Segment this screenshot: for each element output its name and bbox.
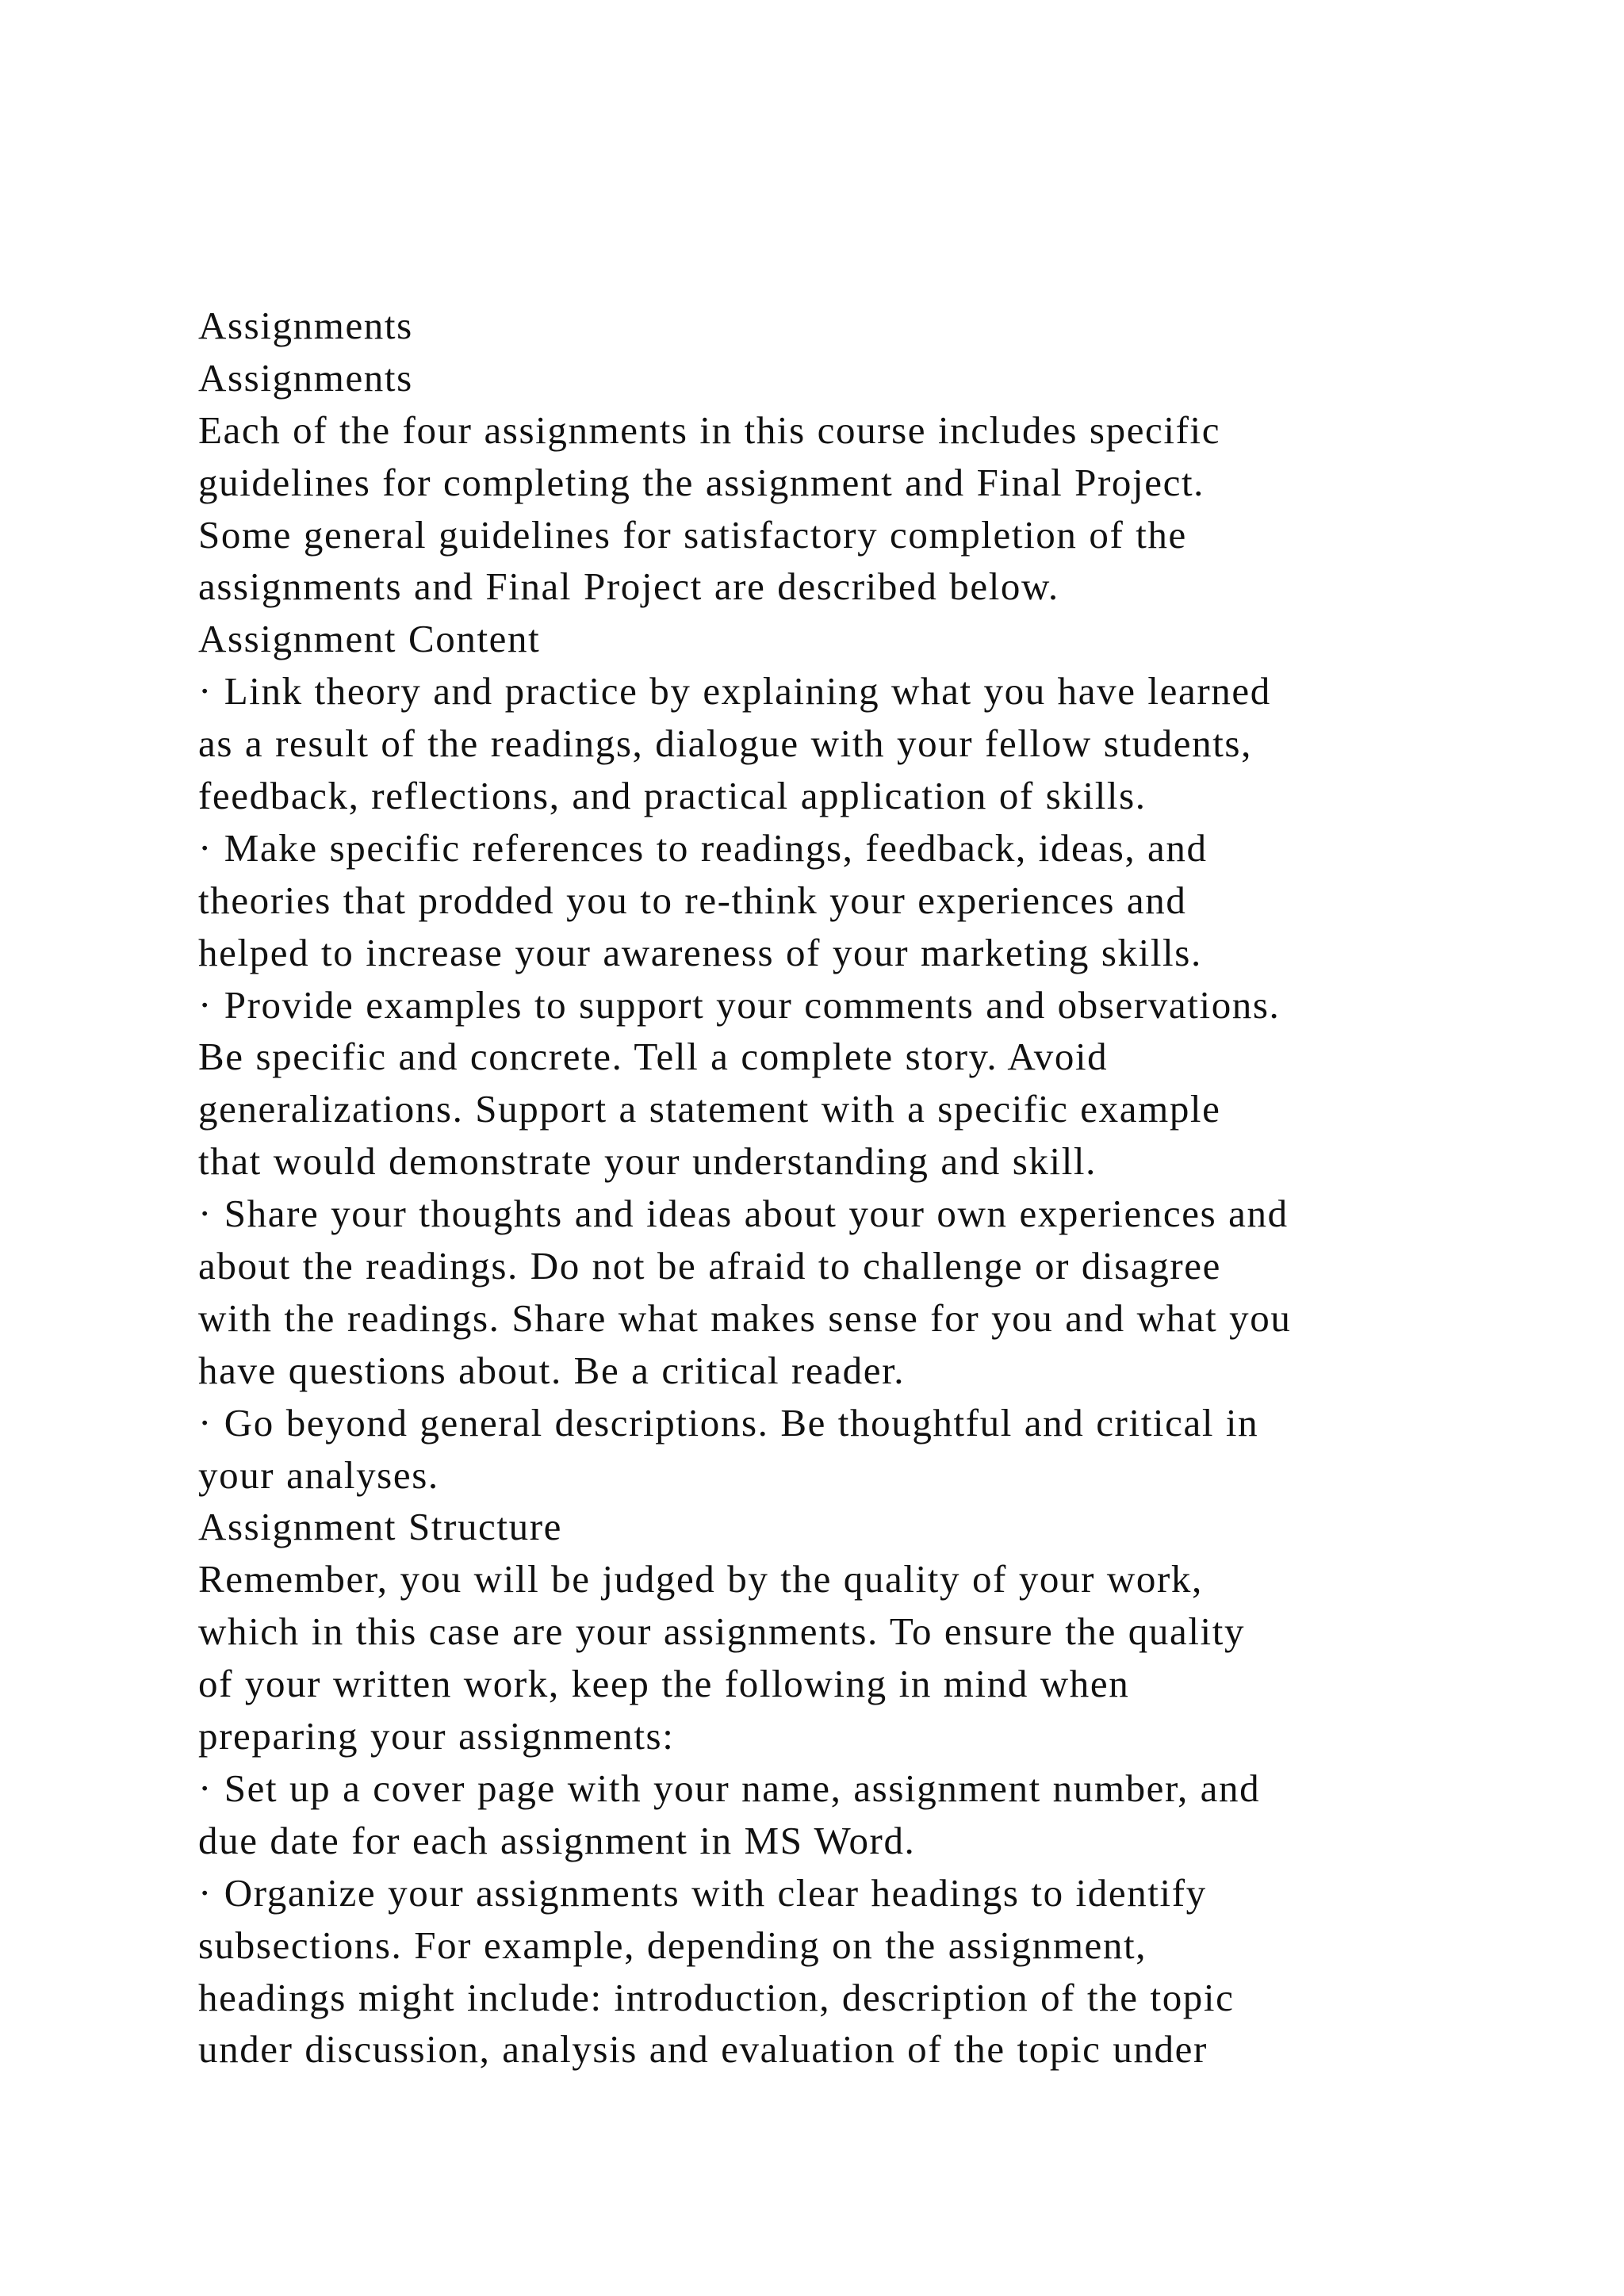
doc-line: preparing your assignments: bbox=[198, 1714, 675, 1758]
doc-line: theories that prodded you to re-think your experiences and bbox=[198, 878, 1187, 922]
doc-line: which in this case are your assignments. To ensure the quality bbox=[198, 1609, 1246, 1654]
doc-heading-assignments: Assignments bbox=[198, 355, 413, 400]
doc-line: guidelines for completing the assignment and Final Project. bbox=[198, 460, 1205, 504]
doc-line: of your written work, keep the following in mind when bbox=[198, 1662, 1130, 1706]
heading-assignment-content: Assignment Content bbox=[198, 617, 541, 661]
doc-line: · Link theory and practice by explaining what you have learned bbox=[198, 669, 1271, 714]
doc-line: Remember, you will be judged by the quality of your work, bbox=[198, 1557, 1203, 1601]
doc-line: · Set up a cover page with your name, assignment number, and bbox=[198, 1766, 1261, 1810]
doc-line: · Organize your assignments with clear headings to identify bbox=[198, 1870, 1207, 1915]
doc-line: headings might include: introduction, description of the topic bbox=[198, 1975, 1235, 2019]
doc-line: about the readings. Do not be afraid to challenge or disagree bbox=[198, 1244, 1221, 1288]
doc-line: Each of the four assignments in this course includes specific bbox=[198, 408, 1221, 452]
doc-title: Assignments bbox=[198, 304, 413, 347]
doc-line: your analyses. bbox=[198, 1452, 439, 1497]
doc-line: Be specific and concrete. Tell a complete story. Avoid bbox=[198, 1035, 1109, 1079]
doc-line: feedback, reflections, and practical application of skills. bbox=[198, 774, 1147, 818]
doc-line: subsections. For example, depending on the assignment, bbox=[198, 1923, 1147, 1967]
doc-line: · Provide examples to support your comments and observations. bbox=[198, 982, 1281, 1027]
doc-line: have questions about. Be a critical reader. bbox=[198, 1348, 906, 1392]
doc-line: · Share your thoughts and ideas about your own experiences and bbox=[198, 1192, 1289, 1236]
doc-line: under discussion, analysis and evaluation of the topic under bbox=[198, 2027, 1208, 2072]
doc-line: generalizations. Support a statement with a specific example bbox=[198, 1087, 1221, 1131]
document-body bbox=[198, 300, 1546, 2076]
doc-line: that would demonstrate your understanding and skill. bbox=[198, 1139, 1097, 1184]
doc-line: with the readings. Share what makes sense for you and what you bbox=[198, 1295, 1292, 1340]
doc-line: helped to increase your awareness of your marketing skills. bbox=[198, 930, 1202, 974]
doc-line: Some general guidelines for satisfactory completion of the bbox=[198, 512, 1187, 557]
doc-line: as a result of the readings, dialogue with your fellow students, bbox=[198, 721, 1252, 766]
doc-line: · Make specific references to readings, feedback, ideas, and bbox=[198, 825, 1208, 870]
doc-line: assignments and Final Project are described below. bbox=[198, 564, 1059, 609]
doc-line: · Go beyond general descriptions. Be thoughtful and critical in bbox=[198, 1400, 1259, 1445]
doc-line: due date for each assignment in MS Word. bbox=[198, 1818, 916, 1862]
heading-assignment-structure: Assignment Structure bbox=[198, 1505, 562, 1549]
